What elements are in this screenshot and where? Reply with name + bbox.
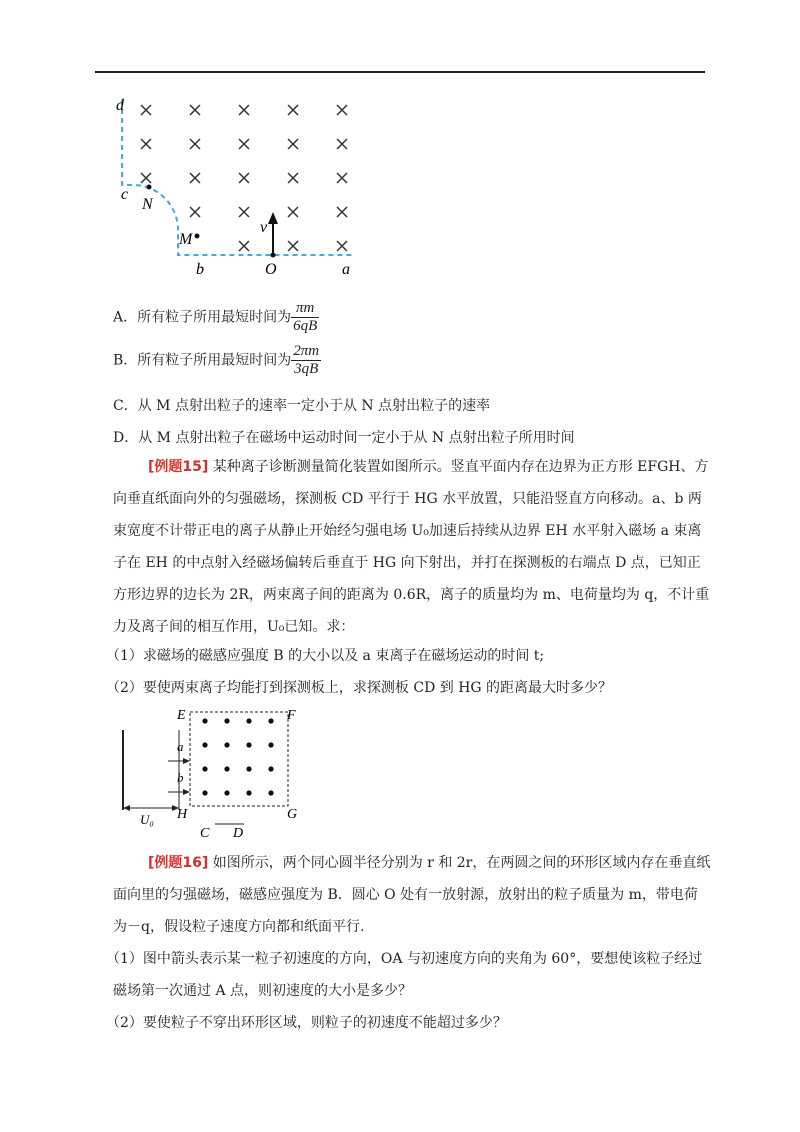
field-into-page-mark [288, 207, 298, 217]
field-into-page-mark [239, 139, 249, 149]
header-rule [95, 71, 705, 73]
option-d: D．从 M 点射出粒子在磁场中运动时间一定小于从 N 点射出粒子所用时间 [113, 430, 575, 446]
field-into-page-mark [190, 207, 200, 217]
ex15-question-2: （2）要使两束离子均能打到探测板上，求探测板 CD 到 HG 的距离最大时多少？ [106, 680, 613, 696]
numerator: 2πm [293, 343, 320, 359]
label-M: M [179, 231, 193, 248]
label-E: E [177, 708, 186, 723]
fraction [291, 300, 319, 335]
label-G: G [287, 807, 298, 822]
option-b-text: B．所有粒子所用最短时间为 [113, 352, 292, 369]
field-into-page-mark [337, 139, 347, 149]
field-into-page-mark [337, 207, 347, 217]
figure-square-field [105, 695, 315, 845]
fraction [291, 343, 321, 378]
label-N: N [142, 196, 153, 213]
ex15-tag: [例题15] [148, 459, 209, 475]
field-out-of-page-dot [224, 742, 229, 747]
label-F: F [287, 708, 296, 723]
field-out-of-page-dot [246, 718, 251, 723]
ex16-line-2: 为－q，假设粒子速度方向都和纸面平行. [113, 919, 365, 935]
ex15-text: 某种离子诊断测量简化装置如图所示。竖直平面内存在边界为正方形 EFGH、方 [208, 459, 709, 475]
field-into-page-mark [288, 105, 298, 115]
figure-magnetic-field-boundary [105, 92, 365, 282]
field-out-of-page-dot [202, 718, 207, 723]
numerator: πm [291, 300, 319, 318]
field-out-of-page-dot [202, 766, 207, 771]
field-into-page-mark [288, 139, 298, 149]
option-a-text: A．所有粒子所用最短时间为 [113, 309, 292, 326]
field-into-page-mark [337, 173, 347, 183]
field-out-of-page-dot [202, 742, 207, 747]
ex16-line-4: 磁场第一次通过 A 点，则初速度的大小是多少？ [113, 983, 413, 999]
denominator: 3qB [294, 361, 319, 377]
field-out-of-page-dot [246, 766, 251, 771]
label-c: c [121, 186, 129, 203]
ex16-question-2: （2）要使粒子不穿出环形区域，则粒子的初速度不能超过多少？ [106, 1015, 507, 1031]
field-into-page-mark [337, 105, 347, 115]
field-out-of-page-dot [224, 790, 229, 795]
field-into-page-mark [190, 105, 200, 115]
field-out-of-page-dot [246, 790, 251, 795]
field-into-page-mark [239, 173, 249, 183]
field-out-of-page-dot [224, 718, 229, 723]
field-into-page-mark [288, 173, 298, 183]
field-into-page-mark [337, 241, 347, 251]
label-a: a [177, 739, 184, 754]
field-out-of-page-dot [202, 790, 207, 795]
field-out-of-page-dot [246, 742, 251, 747]
field-into-page-mark [239, 241, 249, 251]
ex15-line-1: 向垂直纸面向外的匀强磁场，探测板 CD 平行于 HG 水平放置，只能沿竖直方向移动。a、b 两 [113, 491, 702, 507]
field-into-page-mark [190, 139, 200, 149]
option-b [113, 343, 321, 378]
ex15-line-4: 方形边界的边长为 2R，两束离子间的距离为 0.6R，离子的质量均为 m、电荷量均为 q，不计重 [113, 587, 710, 603]
option-c: C．从 M 点射出粒子的速率一定小于从 N 点射出粒子的速率 [113, 398, 491, 414]
ex16-line-1: 面向里的匀强磁场，磁感应强度为 B．圆心 O 处有一放射源，放射出的粒子质量为 m，带电荷 [113, 887, 698, 903]
denominator: 6qB [293, 318, 318, 334]
ex15-question-1: （1）求磁场的磁感应强度 B 的大小以及 a 束离子在磁场运动的时间 t; [106, 648, 545, 664]
field-into-page-mark [141, 105, 151, 115]
label-C: C [200, 826, 210, 841]
field-out-of-page-dot [268, 766, 273, 771]
label-b: b [177, 770, 184, 785]
field-into-page-mark [239, 105, 249, 115]
field-into-page-mark [239, 207, 249, 217]
label-H: H [177, 807, 188, 822]
label-a: a [342, 261, 350, 278]
field-out-of-page-dot [224, 766, 229, 771]
ex16-text: 如图所示，两个同心圆半径分别为 r 和 2r，在两圆之间的环形区域内存在垂直纸 [208, 855, 711, 871]
ex16-question-1: （1）图中箭头表示某一粒子初速度的方向，OA 与初速度方向的夹角为 60°，要想使该粒子经过 [106, 951, 703, 967]
label-D: D [233, 826, 244, 841]
field-into-page-mark [141, 139, 151, 149]
field-into-page-mark [190, 173, 200, 183]
ex15-line-3: 子在 EH 的中点射入经磁场偏转后垂直于 HG 向下射出，并打在探测板的右端点 D 点，已知正 [113, 555, 701, 571]
label-d: d [116, 97, 124, 114]
ex16-line-0 [148, 853, 710, 873]
option-a [113, 300, 319, 335]
label-v: v [260, 219, 268, 236]
ex15-line-2: 束宽度不计带正电的离子从静止开始经匀强电场 U₀加速后持续从边界 EH 水平射入磁场 a 束离 [113, 523, 702, 539]
field-out-of-page-dot [268, 790, 273, 795]
field-out-of-page-dot [268, 718, 273, 723]
label-U0: U₀ [140, 812, 154, 827]
field-into-page-mark [141, 173, 151, 183]
ex15-line-5: 力及离子间的相互作用，U₀已知。求： [113, 619, 355, 635]
field-out-of-page-dot [268, 742, 273, 747]
ex16-tag: [例题16] [148, 855, 209, 871]
field-into-page-mark [288, 241, 298, 251]
label-O: O [265, 261, 277, 278]
label-b: b [196, 261, 204, 278]
ex15-line-0 [148, 457, 709, 477]
